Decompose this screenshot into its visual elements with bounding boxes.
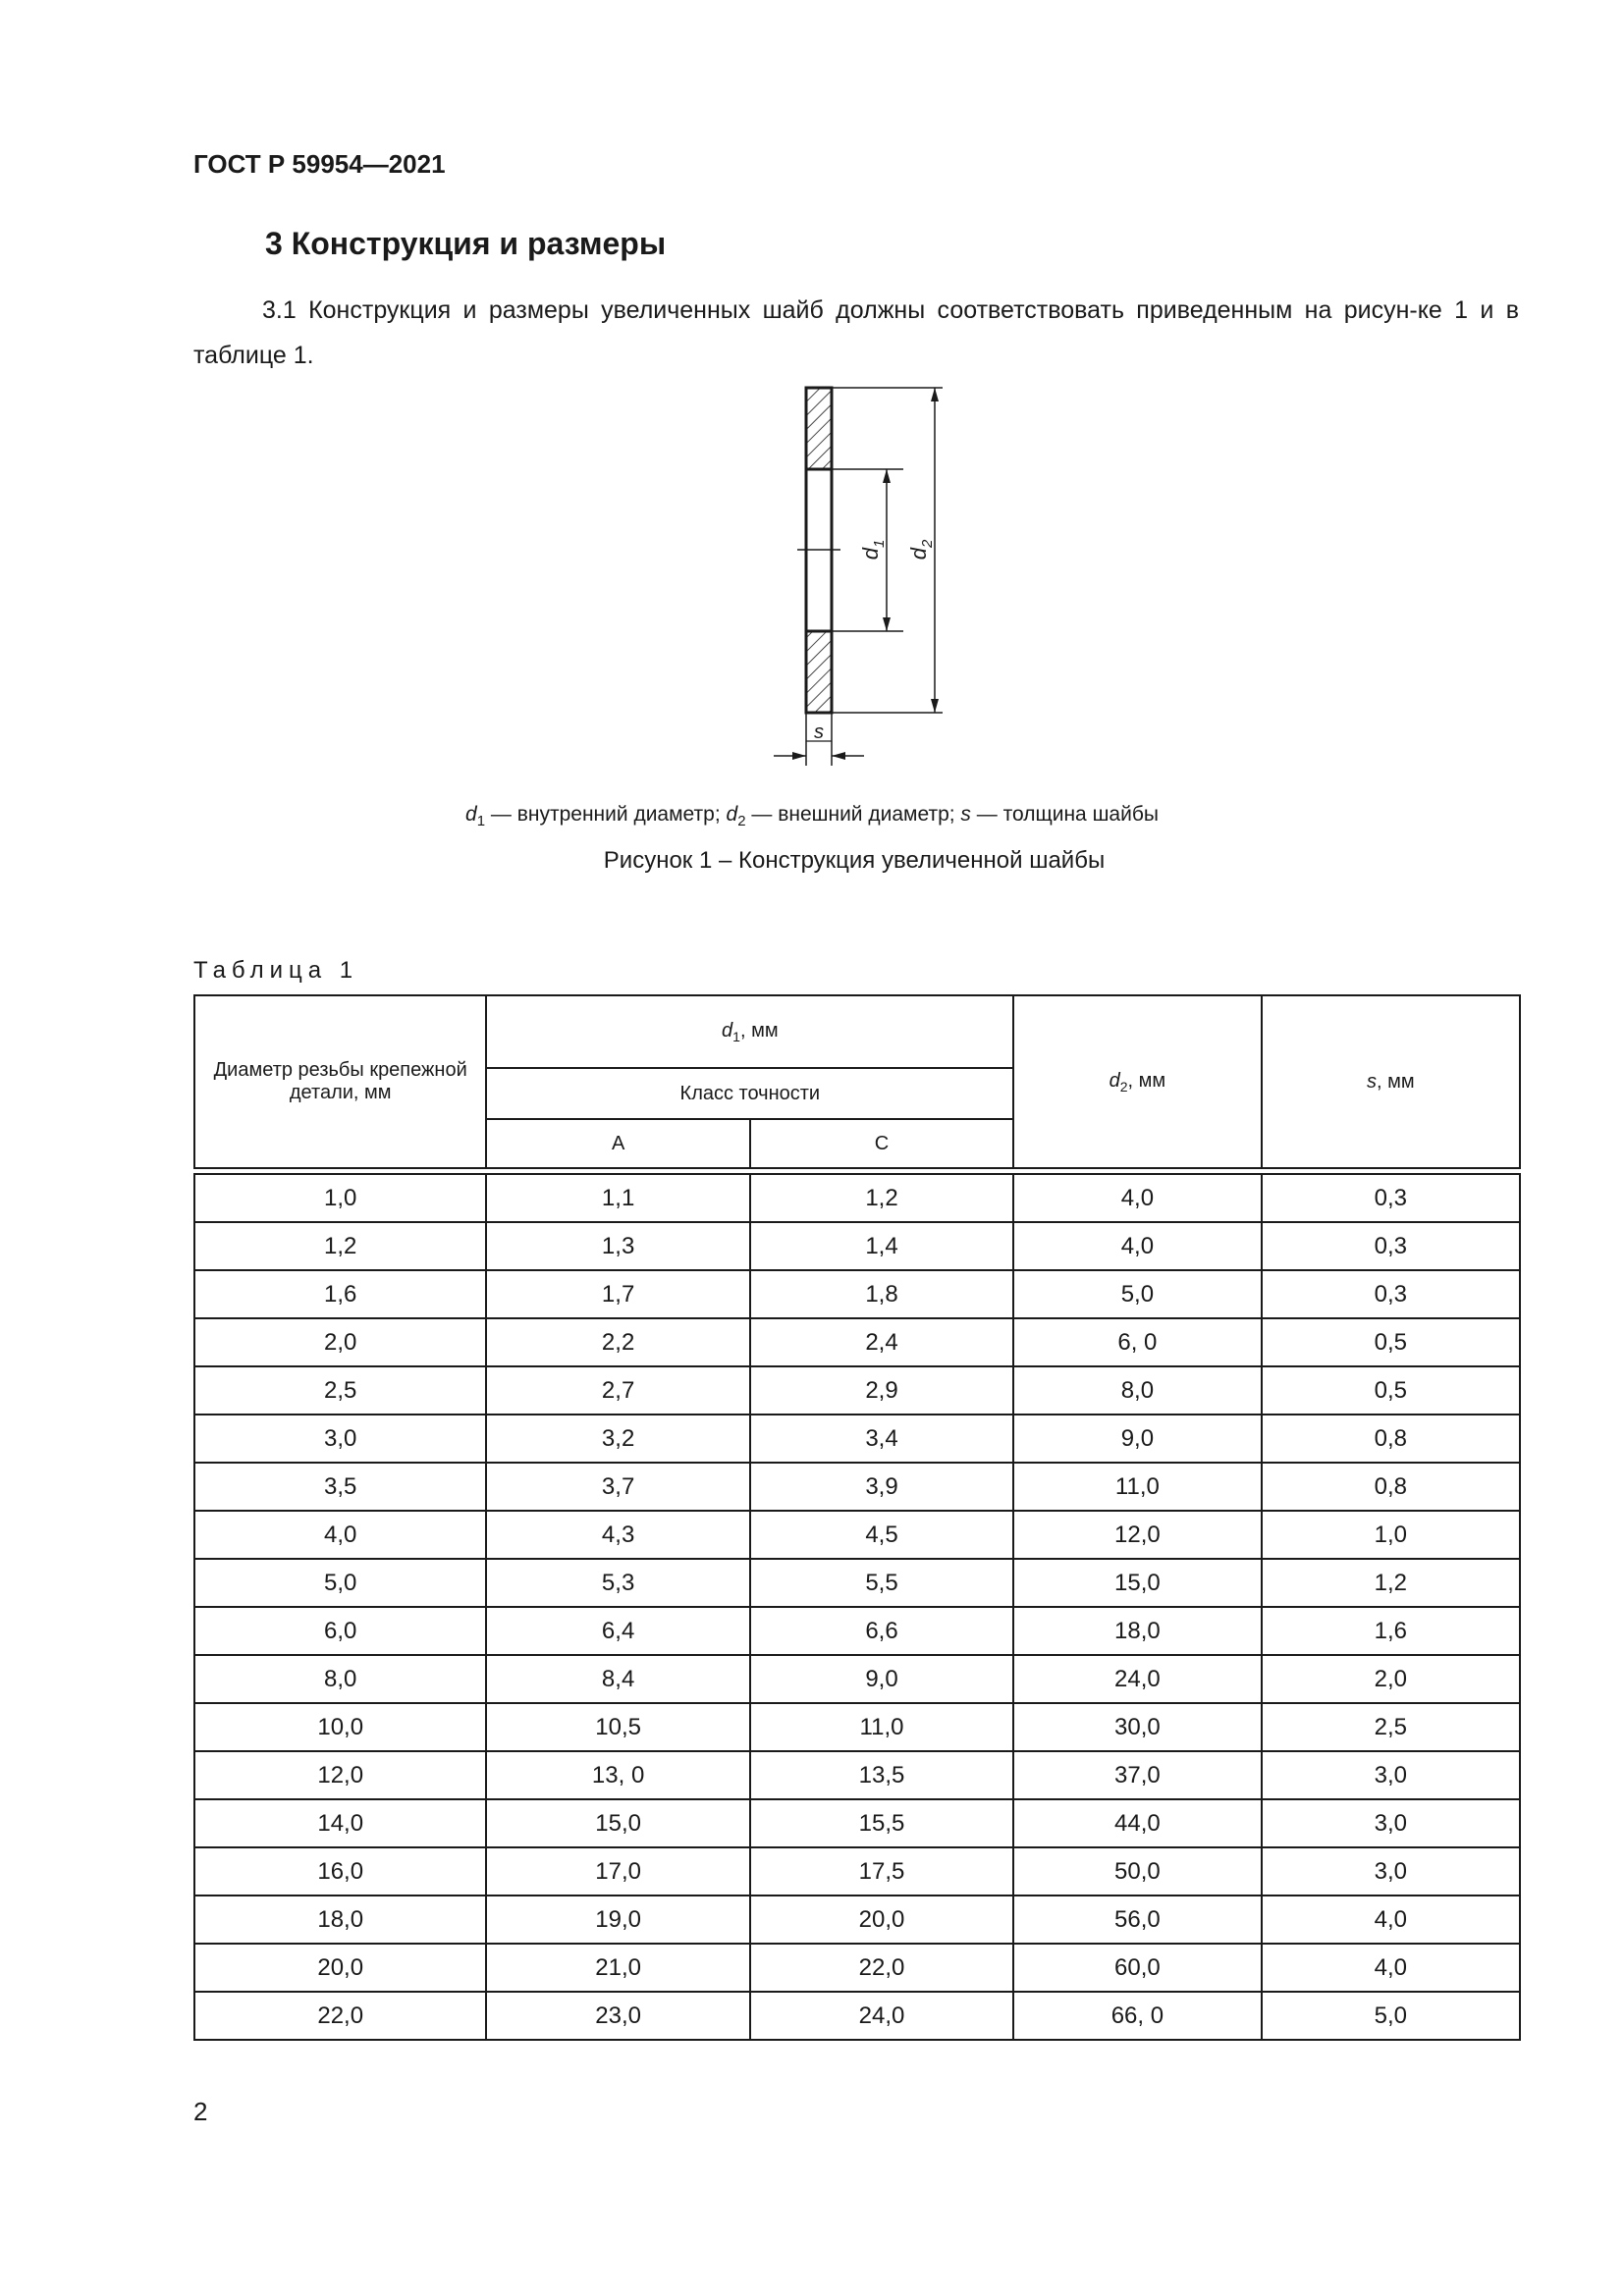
s-label: s <box>814 721 824 743</box>
table-cell: 2,4 <box>750 1318 1013 1366</box>
table-body <box>194 1168 1520 2040</box>
table-cell: 3,0 <box>1262 1751 1520 1799</box>
table-row <box>194 1847 1520 1896</box>
table-cell: 2,7 <box>486 1366 749 1415</box>
table-cell: 1,2 <box>750 1174 1013 1222</box>
table-cell: 11,0 <box>750 1703 1013 1751</box>
table-cell: 1,4 <box>750 1222 1013 1270</box>
table-cell: 1,1 <box>486 1174 749 1222</box>
section-title: 3 Конструкция и размеры <box>265 226 667 261</box>
figure-caption: Рисунок 1 – Конструкция увеличенной шайбы <box>603 847 1106 874</box>
table-cell: 60,0 <box>1013 1944 1261 1992</box>
table-cell: 6,0 <box>194 1607 486 1655</box>
table-cell: 1,8 <box>750 1270 1013 1318</box>
table-cell: 5,5 <box>750 1559 1013 1607</box>
table-row <box>194 1607 1520 1655</box>
table-cell: 1,6 <box>194 1270 486 1318</box>
header-s: s, мм <box>1262 995 1520 1168</box>
table-row <box>194 1896 1520 1944</box>
table-cell: 56,0 <box>1013 1896 1261 1944</box>
header-d1: $d_1$, мм <box>486 995 1013 1068</box>
table-cell: 44,0 <box>1013 1799 1261 1847</box>
table-cell: 22,0 <box>750 1944 1013 1992</box>
table-cell: 0,8 <box>1262 1463 1520 1511</box>
table-cell: 4,0 <box>194 1511 486 1559</box>
table-cell: 6,6 <box>750 1607 1013 1655</box>
table-cell: 9,0 <box>750 1655 1013 1703</box>
d2-label-sub: 2 <box>919 539 936 549</box>
table-cell: 66, 0 <box>1013 1992 1261 2040</box>
washer-dimensions-table <box>193 994 1521 2041</box>
table-cell: 5,0 <box>1262 1992 1520 2040</box>
table-cell: 4,0 <box>1013 1222 1261 1270</box>
table-row <box>194 1318 1520 1366</box>
table-row <box>194 1366 1520 1415</box>
table-cell: 5,0 <box>1013 1270 1261 1318</box>
table-cell: 2,5 <box>194 1366 486 1415</box>
s-dimension <box>774 713 864 766</box>
figure-legend: $d_1$ — внутренний диаметр; $d_2$ — внешний диаметр; s — толщина шайбы <box>465 803 1159 830</box>
table-cell: 2,0 <box>1262 1655 1520 1703</box>
table-cell: 4,0 <box>1262 1896 1520 1944</box>
table-cell: 1,3 <box>486 1222 749 1270</box>
table-row <box>194 1944 1520 1992</box>
table-row <box>194 1270 1520 1318</box>
table-cell: 0,3 <box>1262 1222 1520 1270</box>
table-label: Таблица 1 <box>193 957 359 984</box>
d1-dimension <box>832 469 903 631</box>
table-row <box>194 1174 1520 1222</box>
d2-label: d <box>906 548 931 561</box>
table-cell: 3,9 <box>750 1463 1013 1511</box>
table-cell: 4,0 <box>1013 1174 1261 1222</box>
table-cell: 14,0 <box>194 1799 486 1847</box>
table-row <box>194 1992 1520 2040</box>
table-row <box>194 1703 1520 1751</box>
table-cell: 0,3 <box>1262 1174 1520 1222</box>
table-row <box>194 1799 1520 1847</box>
table-cell: 37,0 <box>1013 1751 1261 1799</box>
table-cell: 4,5 <box>750 1511 1013 1559</box>
table-cell: 3,0 <box>1262 1847 1520 1896</box>
table-cell: 3,0 <box>194 1415 486 1463</box>
d1-label-sub: 1 <box>871 539 888 549</box>
table-cell: 12,0 <box>1013 1511 1261 1559</box>
table-cell: 8,0 <box>1013 1366 1261 1415</box>
table-cell: 6, 0 <box>1013 1318 1261 1366</box>
document-code: ГОСТ Р 59954—2021 <box>193 149 446 179</box>
table-cell: 15,0 <box>486 1799 749 1847</box>
table-cell: 13,5 <box>750 1751 1013 1799</box>
table-cell: 24,0 <box>1013 1655 1261 1703</box>
table-row <box>194 1511 1520 1559</box>
table-cell: 0,5 <box>1262 1366 1520 1415</box>
header-class-c: С <box>750 1119 1013 1168</box>
table-cell: 2,5 <box>1262 1703 1520 1751</box>
table-row <box>194 1463 1520 1511</box>
table-cell: 2,0 <box>194 1318 486 1366</box>
table-row <box>194 1655 1520 1703</box>
table-cell: 1,2 <box>194 1222 486 1270</box>
table-cell: 3,2 <box>486 1415 749 1463</box>
table-row <box>194 1559 1520 1607</box>
table-row <box>194 1415 1520 1463</box>
table-cell: 11,0 <box>1013 1463 1261 1511</box>
table-cell: 6,4 <box>486 1607 749 1655</box>
table-cell: 30,0 <box>1013 1703 1261 1751</box>
table-cell: 20,0 <box>194 1944 486 1992</box>
paragraph <box>193 288 1519 378</box>
washer-drawing <box>746 378 982 771</box>
table-cell: 3,0 <box>1262 1799 1520 1847</box>
table-cell: 18,0 <box>1013 1607 1261 1655</box>
table-cell: 20,0 <box>750 1896 1013 1944</box>
table-row <box>194 1222 1520 1270</box>
table-cell: 2,9 <box>750 1366 1013 1415</box>
header-class-a: А <box>486 1119 749 1168</box>
table-cell: 23,0 <box>486 1992 749 2040</box>
table-cell: 1,0 <box>194 1174 486 1222</box>
washer-section <box>797 388 840 713</box>
table-cell: 5,0 <box>194 1559 486 1607</box>
paragraph-text: 3.1 Конструкция и размеры увеличенных шайб должны соответствовать приведенным на рисун-ке 1 и в таблице 1. <box>193 296 1519 369</box>
table-cell: 17,5 <box>750 1847 1013 1896</box>
table-cell: 19,0 <box>486 1896 749 1944</box>
table-cell: 4,0 <box>1262 1944 1520 1992</box>
header-d2: $d_2$, мм <box>1013 995 1261 1168</box>
table-cell: 10,5 <box>486 1703 749 1751</box>
svg-text:d1 <box>858 540 888 561</box>
table-cell: 0,5 <box>1262 1318 1520 1366</box>
table-cell: 50,0 <box>1013 1847 1261 1896</box>
table-cell: 12,0 <box>194 1751 486 1799</box>
table-cell: 17,0 <box>486 1847 749 1896</box>
table-cell: 9,0 <box>1013 1415 1261 1463</box>
table-row <box>194 1751 1520 1799</box>
table-cell: 22,0 <box>194 1992 486 2040</box>
table-cell: 1,6 <box>1262 1607 1520 1655</box>
d1-label: d <box>858 548 883 561</box>
table-cell: 15,5 <box>750 1799 1013 1847</box>
table-cell: 13, 0 <box>486 1751 749 1799</box>
table-cell: 18,0 <box>194 1896 486 1944</box>
table-cell: 16,0 <box>194 1847 486 1896</box>
svg-text:d2 <box>906 539 936 560</box>
table-cell: 1,0 <box>1262 1511 1520 1559</box>
header-thread-diameter: Диаметр резьбы крепежной детали, мм <box>194 995 486 1168</box>
table-cell: 3,7 <box>486 1463 749 1511</box>
header-accuracy-class: Класс точности <box>486 1068 1013 1119</box>
page-number: 2 <box>193 2097 208 2126</box>
table-cell: 10,0 <box>194 1703 486 1751</box>
table-cell: 8,4 <box>486 1655 749 1703</box>
table-cell: 21,0 <box>486 1944 749 1992</box>
table-cell: 15,0 <box>1013 1559 1261 1607</box>
table-cell: 0,3 <box>1262 1270 1520 1318</box>
table-cell: 2,2 <box>486 1318 749 1366</box>
table-cell: 3,5 <box>194 1463 486 1511</box>
table-cell: 3,4 <box>750 1415 1013 1463</box>
table-cell: 4,3 <box>486 1511 749 1559</box>
table-cell: 8,0 <box>194 1655 486 1703</box>
table-cell: 0,8 <box>1262 1415 1520 1463</box>
table-cell: 1,7 <box>486 1270 749 1318</box>
table-cell: 5,3 <box>486 1559 749 1607</box>
table-cell: 24,0 <box>750 1992 1013 2040</box>
table-cell: 1,2 <box>1262 1559 1520 1607</box>
